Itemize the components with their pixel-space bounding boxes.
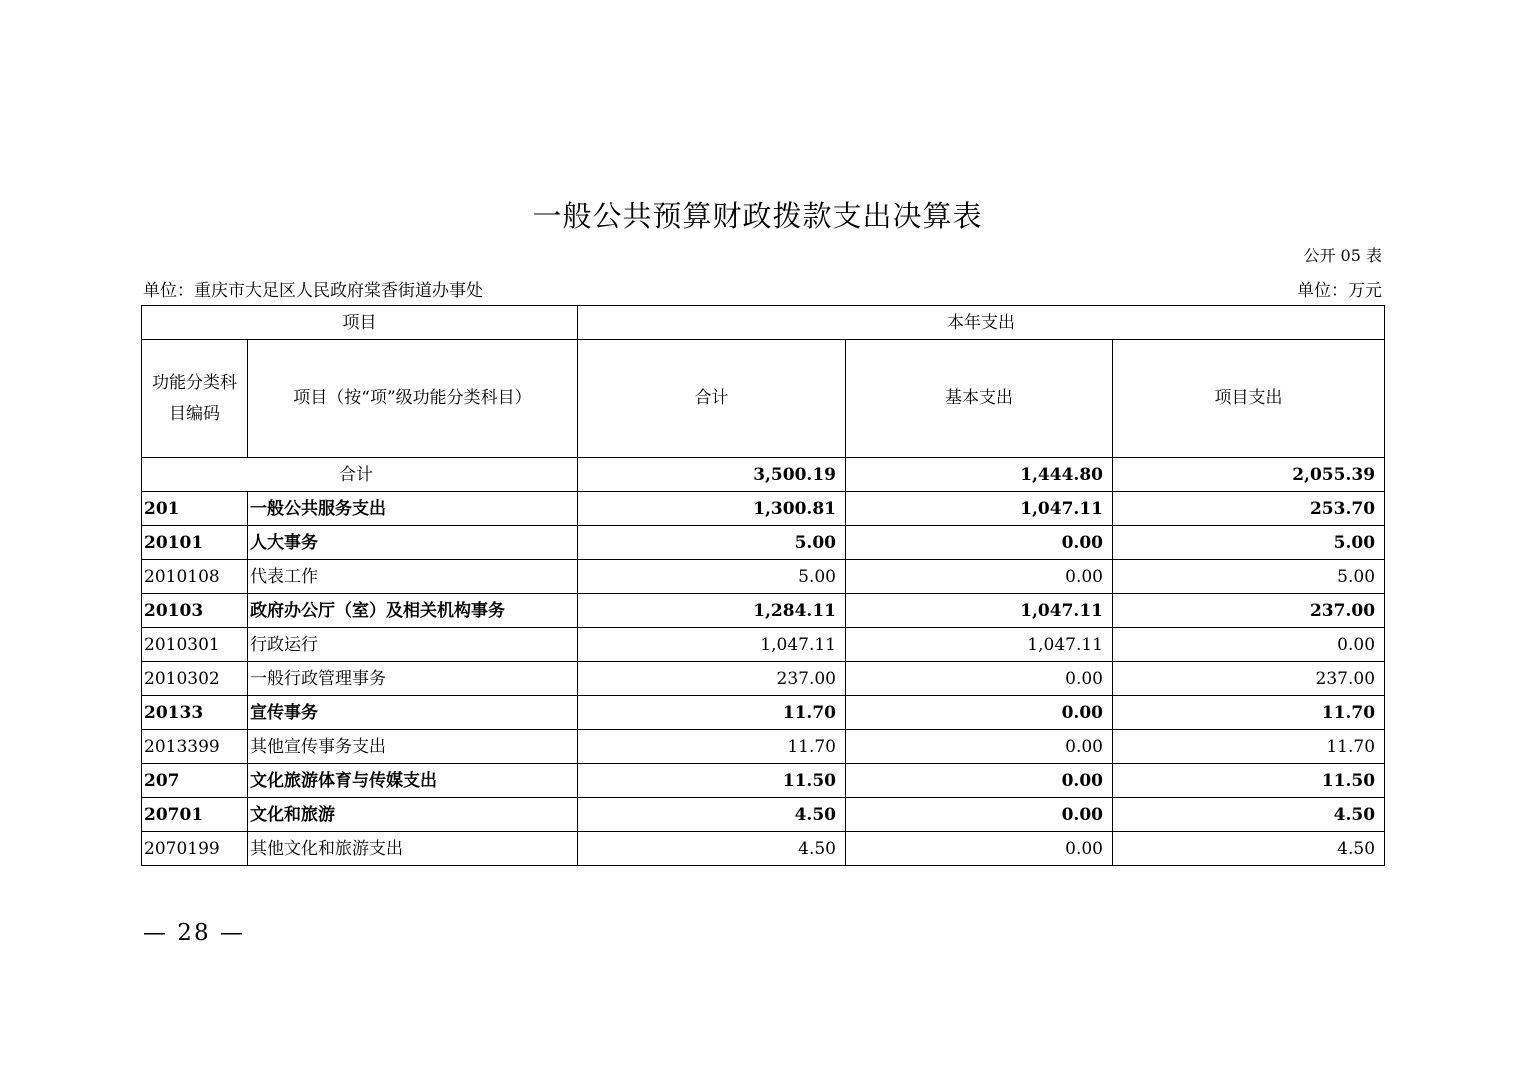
row-code: 20101 — [142, 526, 248, 560]
row-project: 11.50 — [1113, 764, 1385, 798]
row-project: 0.00 — [1113, 628, 1385, 662]
row-project: 4.50 — [1113, 798, 1385, 832]
row-total: 4.50 — [578, 798, 846, 832]
row-code: 20103 — [142, 594, 248, 628]
row-code: 2013399 — [142, 730, 248, 764]
table-row — [142, 628, 1385, 662]
row-name: 其他宣传事务支出 — [248, 730, 578, 764]
document-title: 一般公共预算财政拨款支出决算表 — [532, 199, 983, 233]
table-number: 公开 05 表 — [1303, 246, 1382, 265]
row-name: 人大事务 — [248, 526, 578, 560]
row-project: 253.70 — [1113, 492, 1385, 526]
table-row — [142, 492, 1385, 526]
table-row — [142, 526, 1385, 560]
row-basic: 0.00 — [846, 560, 1113, 594]
row-project: 5.00 — [1113, 560, 1385, 594]
row-project: 237.00 — [1113, 662, 1385, 696]
header-project-expense: 项目支出 — [1113, 340, 1385, 458]
row-basic: 1,047.11 — [846, 628, 1113, 662]
table-row — [142, 662, 1385, 696]
row-total: 1,047.11 — [578, 628, 846, 662]
total-basic: 1,444.80 — [846, 458, 1113, 492]
header-code: 功能分类科目编码 — [142, 340, 248, 458]
row-basic: 1,047.11 — [846, 594, 1113, 628]
row-code: 2070199 — [142, 832, 248, 866]
total-row — [142, 458, 1385, 492]
budget-table-body — [142, 306, 1385, 866]
row-total: 11.70 — [578, 696, 846, 730]
table-row — [142, 832, 1385, 866]
total-project: 2,055.39 — [1113, 458, 1385, 492]
row-project: 11.70 — [1113, 696, 1385, 730]
row-code: 201 — [142, 492, 248, 526]
budget-table — [141, 305, 1385, 866]
total-label: 合计 — [142, 458, 578, 492]
header-row-2 — [142, 340, 1385, 458]
row-code: 20701 — [142, 798, 248, 832]
row-name: 一般公共服务支出 — [248, 492, 578, 526]
row-code: 2010302 — [142, 662, 248, 696]
row-total: 5.00 — [578, 526, 846, 560]
row-name: 文化和旅游 — [248, 798, 578, 832]
table-row — [142, 696, 1385, 730]
row-basic: 0.00 — [846, 764, 1113, 798]
row-code: 2010301 — [142, 628, 248, 662]
header-total: 合计 — [578, 340, 846, 458]
header-basic: 基本支出 — [846, 340, 1113, 458]
row-basic: 0.00 — [846, 832, 1113, 866]
row-total: 1,300.81 — [578, 492, 846, 526]
row-project: 237.00 — [1113, 594, 1385, 628]
header-project: 项目 — [142, 306, 578, 340]
header-name: 项目（按“项”级功能分类科目） — [248, 340, 578, 458]
row-total: 5.00 — [578, 560, 846, 594]
row-total: 4.50 — [578, 832, 846, 866]
table-row — [142, 560, 1385, 594]
row-total: 11.70 — [578, 730, 846, 764]
row-total: 237.00 — [578, 662, 846, 696]
row-project: 5.00 — [1113, 526, 1385, 560]
row-basic: 0.00 — [846, 798, 1113, 832]
unit-currency: 单位：万元 — [1297, 281, 1382, 301]
row-basic: 0.00 — [846, 526, 1113, 560]
row-code: 2010108 — [142, 560, 248, 594]
row-name: 代表工作 — [248, 560, 578, 594]
row-name: 其他文化和旅游支出 — [248, 832, 578, 866]
page-number: — 28 — — [143, 920, 245, 946]
row-code: 20133 — [142, 696, 248, 730]
table-row — [142, 730, 1385, 764]
total-total: 3,500.19 — [578, 458, 846, 492]
table-row — [142, 764, 1385, 798]
row-name: 宣传事务 — [248, 696, 578, 730]
row-total: 1,284.11 — [578, 594, 846, 628]
unit-organization: 单位：重庆市大足区人民政府棠香街道办事处 — [143, 281, 483, 301]
row-name: 行政运行 — [248, 628, 578, 662]
header-row-1 — [142, 306, 1385, 340]
row-basic: 1,047.11 — [846, 492, 1113, 526]
row-project: 4.50 — [1113, 832, 1385, 866]
row-basic: 0.00 — [846, 662, 1113, 696]
row-name: 政府办公厅（室）及相关机构事务 — [248, 594, 578, 628]
table-row — [142, 798, 1385, 832]
row-basic: 0.00 — [846, 696, 1113, 730]
row-total: 11.50 — [578, 764, 846, 798]
table-row — [142, 594, 1385, 628]
row-code: 207 — [142, 764, 248, 798]
row-basic: 0.00 — [846, 730, 1113, 764]
row-project: 11.70 — [1113, 730, 1385, 764]
header-current-year: 本年支出 — [578, 306, 1385, 340]
row-name: 一般行政管理事务 — [248, 662, 578, 696]
row-name: 文化旅游体育与传媒支出 — [248, 764, 578, 798]
